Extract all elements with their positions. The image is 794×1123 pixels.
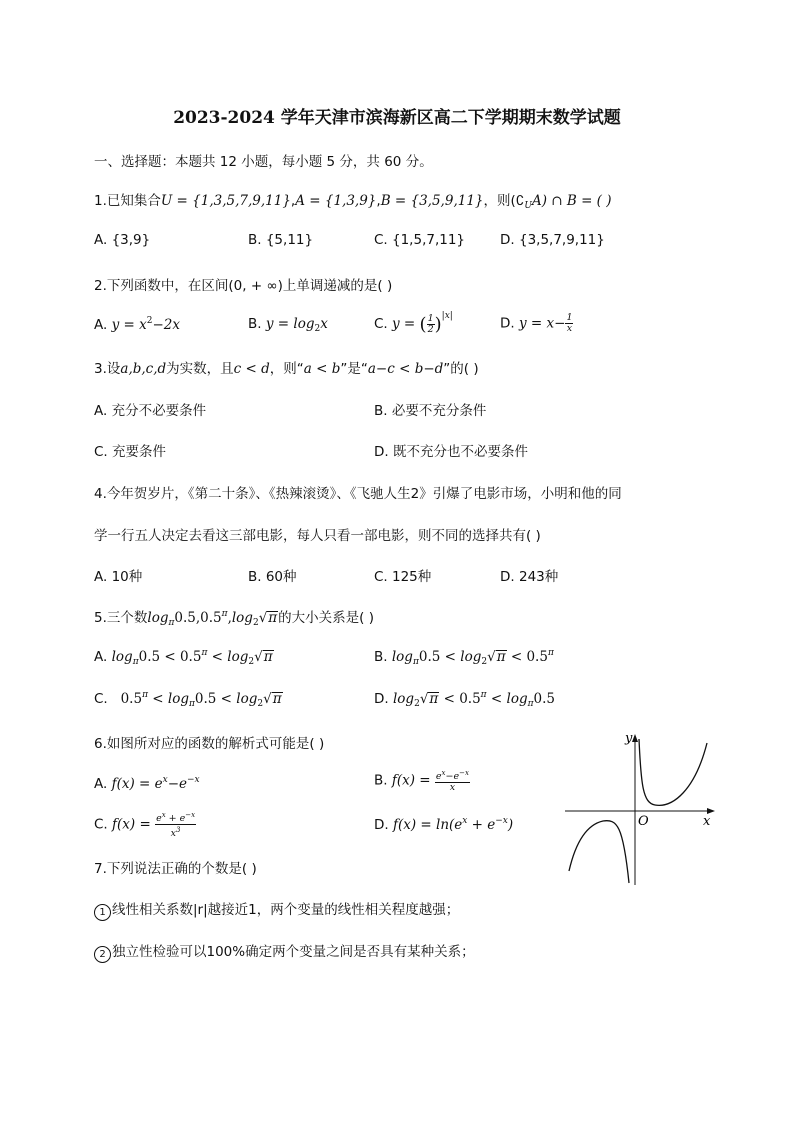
y-axis-arrow (632, 734, 638, 742)
q2-option-b: B. $y = \log_2x$ (248, 316, 328, 334)
q1-set-a: A = {1,3,9} (295, 193, 377, 209)
question-1-stem: 1.已知集合U = {1,3,5,7,9,11},A = {1,3,9},B = {3,5,9,11}，则$(∁_UA)$ ∩ B = ( ) (94, 193, 612, 211)
q1-option-b: B. {5,11} (248, 232, 314, 248)
q4-option-d: D. 243种 (500, 569, 559, 585)
q1-set-u: U = {1,3,5,7,9,11} (160, 193, 291, 209)
q4-option-b: B. 60种 (248, 569, 297, 585)
q2-option-d: D. y = x− $\frac{1}{x}$ (500, 312, 573, 334)
question-5-stem: 5.三个数$\log_\pi 0.5,0.5^\pi,\log_2√\pi$的大小关系是( ) (94, 609, 374, 628)
question-6-stem: 6.如图所对应的函数的解析式可能是( ) (94, 736, 325, 752)
q1-sub-u: U (524, 201, 532, 211)
q3-option-a: A. 充分不必要条件 (94, 403, 207, 419)
graph-right-branch (639, 739, 707, 805)
question-7-stem: 7.下列说法正确的个数是( ) (94, 861, 257, 877)
q5-option-a: A. $\log_\pi 0.5 < 0.5^\pi < \log_2√\pi$ (94, 648, 273, 667)
origin-label: O (638, 814, 649, 829)
q3-option-d: D. 既不充分也不必要条件 (374, 444, 528, 460)
q6-option-a: A. $f(x) = e^x-e^{-x}$ (94, 775, 200, 792)
q1-ask: 则(∁ (497, 193, 525, 209)
function-graph (555, 725, 730, 890)
q2-option-c: C. y = ( $\frac{1}{2}$ )$^{|x|}$ (374, 311, 453, 335)
q1-stem-pre: 1.已知集合 (94, 193, 161, 209)
q6-option-d: D. $f(x) = \ln(e^x + e^{-x})$ (374, 816, 514, 833)
x-axis-label: x (703, 814, 711, 829)
q1-ask2: A) ∩ B = ( ) (531, 193, 612, 209)
q5-option-b: B. $\log_\pi 0.5 < \log_2√\pi < 0.5^\pi$ (374, 648, 554, 667)
q6-option-b: B. f(x) = $\frac{e^x-e^{-x}}{x}$ (374, 769, 469, 794)
question-4-stem-line2: 学一行五人决定去看这三部电影，每人只看一部电影，则不同的选择共有( ) (94, 528, 541, 544)
q7-statement-2: 2 独立性检验可以100%确定两个变量之间是否具有某种关系； (94, 940, 475, 963)
q5-option-d: D. $\log_2√\pi < 0.5^\pi < \log_\pi 0.5$ (374, 690, 555, 709)
q4-option-c: C. 125种 (374, 569, 432, 585)
q4-option-a: A. 10种 (94, 569, 143, 585)
circled-number-1: 1 (94, 904, 111, 921)
q2-option-a: A. $y = x^2-2x$ (94, 316, 180, 333)
q1-option-a: A. {3,9} (94, 232, 151, 248)
question-2-stem: 2.下列函数中，在区间(0, + ∞)上单调递减的是( ) (94, 278, 393, 294)
q6-option-c: C. f(x) = $\frac{e^x + e^{-x}}{x^3}$ (94, 811, 196, 840)
circled-number-2: 2 (94, 946, 111, 963)
page-title: 2023-2024 学年天津市滨海新区高二下学期期末数学试题 (173, 108, 621, 128)
q1-option-c: C. {1,5,7,11} (374, 232, 466, 248)
q1-option-d: D. {3,5,7,9,11} (500, 232, 605, 248)
q5-option-c: C. $0.5^\pi < \log_\pi 0.5 < \log_2√\pi$ (94, 690, 282, 709)
q7-statement-1: 1 线性相关系数|r|越接近1，两个变量的线性相关程度越强； (94, 898, 459, 921)
graph-left-branch (569, 821, 629, 883)
section-heading: 一、选择题：本题共 12 小题，每小题 5 分，共 60 分。 (94, 154, 433, 170)
q3-option-b: B. 必要不充分条件 (374, 403, 487, 419)
y-axis-label: y (625, 731, 633, 746)
q1-set-b: B = {3,5,9,11} (380, 193, 484, 209)
question-4-stem-line1: 4.今年贺岁片，《第二十条》、《热辣滚烫》、《飞驰人生2》引爆了电影市场，小明和他的同 (94, 486, 622, 502)
question-3-stem: 3.设a,b,c,d为实数，且c < d，则“a < b”是“a−c < b−d”的( ) (94, 361, 479, 377)
q3-option-c: C. 充要条件 (94, 444, 167, 460)
